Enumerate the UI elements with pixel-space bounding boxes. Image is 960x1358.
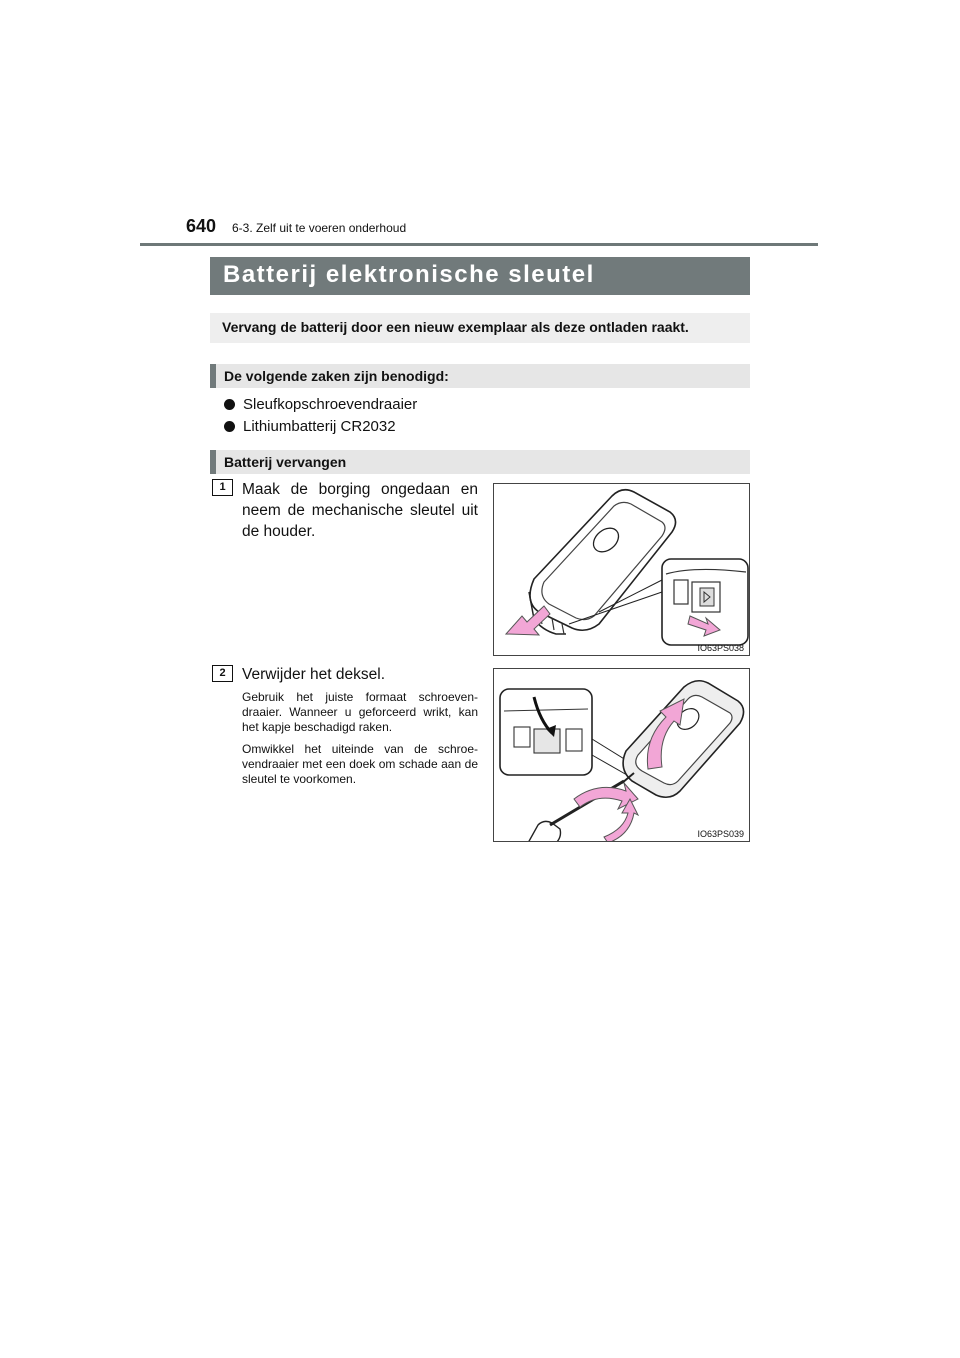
figure-key-removal bbox=[493, 483, 750, 656]
figure-code: IO63PS039 bbox=[697, 829, 744, 839]
page-number: 640 bbox=[186, 216, 217, 236]
list-item-label: Sleufkopschroevendraaier bbox=[243, 396, 418, 413]
bullet-icon bbox=[224, 399, 235, 410]
cover-removal-illustration bbox=[494, 669, 750, 842]
bullet-icon bbox=[224, 421, 235, 432]
step-note: Omwikkel het uiteinde van de schroe-vendraaier met een doek om schade aan de sleutel te voorkomen. bbox=[242, 742, 478, 786]
replacement-heading: Batterij vervangen bbox=[210, 450, 750, 474]
figure-code: IO63PS038 bbox=[697, 643, 744, 653]
step-number: 2 bbox=[212, 665, 233, 682]
key-removal-illustration bbox=[494, 484, 750, 656]
requirements-heading: De volgende zaken zijn benodigd: bbox=[210, 364, 750, 388]
header-divider bbox=[140, 243, 818, 246]
intro-text: Vervang de batterij door een nieuw exemplaar als deze ontladen raakt. bbox=[210, 313, 750, 343]
list-item-label: Lithiumbatterij CR2032 bbox=[243, 418, 396, 435]
step-number: 1 bbox=[212, 479, 233, 496]
section-reference: 6-3. Zelf uit te voeren onderhoud bbox=[232, 221, 407, 235]
figure-cover-removal bbox=[493, 668, 750, 842]
step-text: Verwijder het deksel. bbox=[242, 666, 386, 683]
page-title: Batterij elektronische sleutel bbox=[210, 257, 750, 295]
list-item bbox=[224, 418, 396, 435]
step-text: Maak de borging ongedaan en neem de mechanische sleutel uit de houder. bbox=[242, 481, 478, 540]
step-note: Gebruik het juiste formaat schroeven-draaier. Wanneer u geforceerd wrikt, kan het kapje beschadigd raken. bbox=[242, 690, 478, 734]
list-item bbox=[224, 396, 417, 413]
